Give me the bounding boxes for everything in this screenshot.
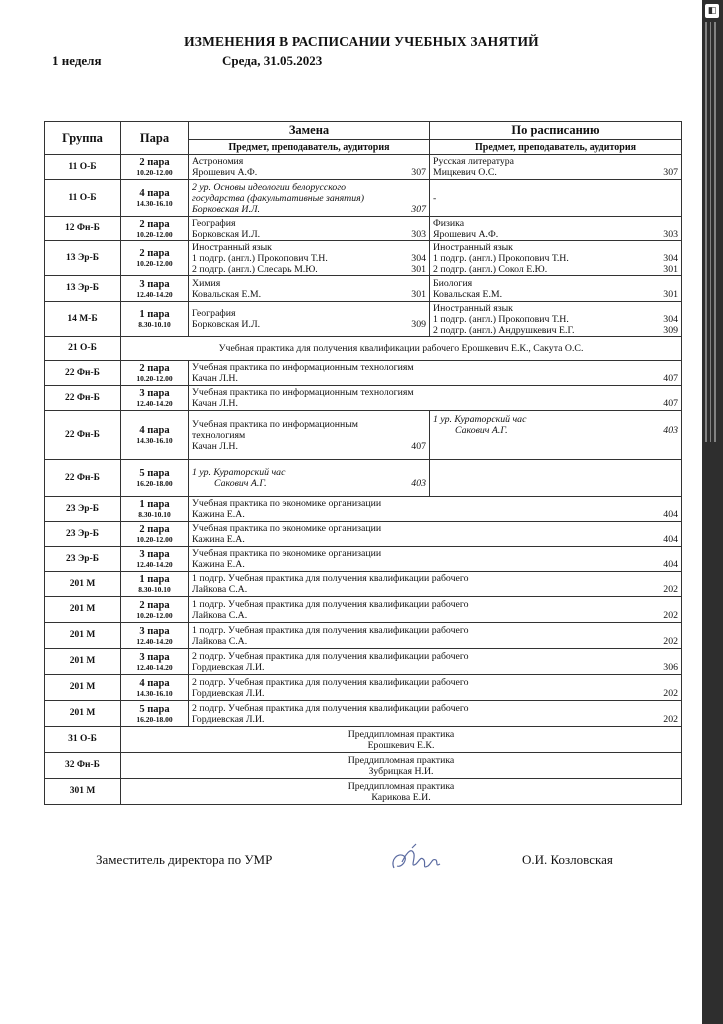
- table-row: [45, 547, 682, 572]
- group-cell: 23 Эр-Б: [45, 522, 121, 547]
- table-row: [45, 597, 682, 623]
- table-row: [45, 779, 682, 805]
- pair-cell: 2 пара 10.20-12.00: [121, 217, 189, 241]
- group-cell: 14 М-Б: [45, 302, 121, 337]
- merged-cell: 1 подгр. Учебная практика для получения квалификации рабочего Лайкова С.А. 202: [189, 572, 682, 597]
- table-row: [45, 241, 682, 276]
- side-strip-text-lines: [705, 22, 719, 442]
- group-cell: 201 М: [45, 572, 121, 597]
- merged-cell: Учебная практика по экономике организации Кажина Е.А. 404: [189, 497, 682, 522]
- table-row: [45, 460, 682, 497]
- group-cell: 22 Фн-Б: [45, 411, 121, 460]
- pair-cell: 2 пара 10.20-12.00: [121, 597, 189, 623]
- replacement-cell: Иностранный язык 1 подгр. (англ.) Прокопович Т.Н. 304 2 подгр. (англ.) Слесарь М.Ю. 301: [189, 241, 430, 276]
- document-logo-icon: ◧: [705, 4, 719, 18]
- col-pair-header: Пара: [121, 122, 189, 155]
- table-row: [45, 522, 682, 547]
- merged-cell: 1 подгр. Учебная практика для получения квалификации рабочего Лайкова С.А. 202: [189, 597, 682, 623]
- group-cell: 22 Фн-Б: [45, 460, 121, 497]
- group-cell: 201 М: [45, 597, 121, 623]
- group-cell: 201 М: [45, 701, 121, 727]
- group-cell: 201 М: [45, 649, 121, 675]
- table-row: [45, 701, 682, 727]
- pair-cell: 1 пара 8.30-10.10: [121, 497, 189, 522]
- table-row: [45, 411, 682, 460]
- table-row: [45, 217, 682, 241]
- col-schedule-header: По расписанию: [430, 122, 682, 140]
- replacement-cell: Химия Ковальская Е.М. 301: [189, 276, 430, 302]
- pair-cell: 5 пара 16.20-18.00: [121, 460, 189, 497]
- replacement-cell: Учебная практика по информационным технологиям Качан Л.Н. 407: [189, 411, 430, 460]
- merged-cell: Учебная практика для получения квалификации рабочего Ерошкевич Е.К., Сакута О.С.: [121, 337, 682, 361]
- table-row: [45, 497, 682, 522]
- replacement-cell: География Борковская И.Л. 309: [189, 302, 430, 337]
- table-row: [45, 572, 682, 597]
- group-cell: 23 Эр-Б: [45, 547, 121, 572]
- pair-cell: 4 пара 14.30-16.10: [121, 180, 189, 217]
- group-cell: 23 Эр-Б: [45, 497, 121, 522]
- group-cell: 22 Фн-Б: [45, 361, 121, 386]
- pair-cell: 2 пара 10.20-12.00: [121, 522, 189, 547]
- table-row: [45, 302, 682, 337]
- week-label: 1 неделя: [52, 53, 102, 68]
- table-row: [45, 180, 682, 217]
- schedule-cell: -: [430, 180, 682, 217]
- table-row: [45, 361, 682, 386]
- schedule-cell: 1 ур. Кураторский час Сакович А.Г. 403: [430, 411, 682, 460]
- col-replacement-header: Замена: [189, 122, 430, 140]
- replacement-cell: 2 ур. Основы идеологии белорусского государства (факультативные занятия) Борковская И.Л. 307: [189, 180, 430, 217]
- group-cell: 31 О-Б: [45, 727, 121, 753]
- table-row: [45, 155, 682, 180]
- merged-cell: Учебная практика по информационным технологиям Качан Л.Н. 407: [189, 386, 682, 411]
- pair-cell: 3 пара 12.40-14.20: [121, 276, 189, 302]
- pair-cell: 1 пара 8.30-10.10: [121, 302, 189, 337]
- merged-cell: 2 подгр. Учебная практика для получения квалификации рабочего Гордиевская Л.И. 202: [189, 675, 682, 701]
- merged-cell: 1 подгр. Учебная практика для получения квалификации рабочего Лайкова С.А. 202: [189, 623, 682, 649]
- replacement-cell: Астрономия Ярошевич А.Ф. 307: [189, 155, 430, 180]
- schedule-cell: Физика Ярошевич А.Ф. 303: [430, 217, 682, 241]
- schedule-cell: Иностранный язык 1 подгр. (англ.) Прокопович Т.Н. 304 2 подгр. (англ.) Сокол Е.Ю. 301: [430, 241, 682, 276]
- pair-cell: 3 пара 12.40-14.20: [121, 547, 189, 572]
- table-row: [45, 623, 682, 649]
- pair-cell: 3 пара 12.40-14.20: [121, 623, 189, 649]
- table-row: [45, 753, 682, 779]
- replacement-cell: 1 ур. Кураторский час Сакович А.Г. 403: [189, 460, 430, 497]
- signature-position: Заместитель директора по УМР: [96, 852, 273, 867]
- handwritten-signature: [388, 842, 444, 876]
- schedule-cell: Биология Ковальская Е.М. 301: [430, 276, 682, 302]
- group-cell: 21 О-Б: [45, 337, 121, 361]
- col-group-header: Группа: [45, 122, 121, 155]
- merged-cell: Учебная практика по экономике организации Кажина Е.А. 404: [189, 522, 682, 547]
- pair-cell: 5 пара 16.20-18.00: [121, 701, 189, 727]
- merged-cell: Учебная практика по экономике организации Кажина Е.А. 404: [189, 547, 682, 572]
- group-cell: 13 Эр-Б: [45, 276, 121, 302]
- pair-cell: 4 пара 14.30-16.10: [121, 411, 189, 460]
- merged-cell: Преддипломная практика Зубрицкая Н.И.: [121, 753, 682, 779]
- schedule-cell: [430, 460, 682, 497]
- schedule-cell: Иностранный язык 1 подгр. (англ.) Прокопович Т.Н. 304 2 подгр. (англ.) Андрушкевич Е.Г. 309: [430, 302, 682, 337]
- pair-cell: 4 пара 14.30-16.10: [121, 675, 189, 701]
- group-cell: 201 М: [45, 675, 121, 701]
- pair-cell: 1 пара 8.30-10.10: [121, 572, 189, 597]
- date-label: Среда, 31.05.2023: [222, 53, 323, 68]
- pair-cell: 2 пара 10.20-12.00: [121, 361, 189, 386]
- table-row: [45, 386, 682, 411]
- pair-cell: 3 пара 12.40-14.20: [121, 649, 189, 675]
- sub-replacement-header: Предмет, преподаватель, аудитория: [189, 140, 430, 155]
- group-cell: 22 Фн-Б: [45, 386, 121, 411]
- table-row: [45, 649, 682, 675]
- table-row: [45, 276, 682, 302]
- schedule-cell: Русская литература Мицкевич О.С. 307: [430, 155, 682, 180]
- table-row: [45, 727, 682, 753]
- group-cell: 201 М: [45, 623, 121, 649]
- merged-cell: 2 подгр. Учебная практика для получения квалификации рабочего Гордиевская Л.И. 306: [189, 649, 682, 675]
- merged-cell: Преддипломная практика Карикова Е.И.: [121, 779, 682, 805]
- signature-name: О.И. Козловская: [522, 852, 613, 867]
- table-row: [45, 337, 682, 361]
- group-cell: 13 Эр-Б: [45, 241, 121, 276]
- group-cell: 11 О-Б: [45, 155, 121, 180]
- merged-cell: 2 подгр. Учебная практика для получения квалификации рабочего Гордиевская Л.И. 202: [189, 701, 682, 727]
- merged-cell: Преддипломная практика Ерошкевич Е.К.: [121, 727, 682, 753]
- table-row: [45, 675, 682, 701]
- group-cell: 32 Фн-Б: [45, 753, 121, 779]
- pair-cell: 2 пара 10.20-12.00: [121, 241, 189, 276]
- document-side-strip: [702, 0, 723, 1024]
- group-cell: 301 М: [45, 779, 121, 805]
- merged-cell: Учебная практика по информационным технологиям Качан Л.Н. 407: [189, 361, 682, 386]
- sub-schedule-header: Предмет, преподаватель, аудитория: [430, 140, 682, 155]
- pair-cell: 2 пара 10.20-12.00: [121, 155, 189, 180]
- schedule-table: [44, 121, 682, 805]
- page-title: ИЗМЕНЕНИЯ В РАСПИСАНИИ УЧЕБНЫХ ЗАНЯТИЙ: [184, 34, 539, 49]
- replacement-cell: География Борковская И.Л. 303: [189, 217, 430, 241]
- group-cell: 12 Фн-Б: [45, 217, 121, 241]
- pair-cell: 3 пара 12.40-14.20: [121, 386, 189, 411]
- group-cell: 11 О-Б: [45, 180, 121, 217]
